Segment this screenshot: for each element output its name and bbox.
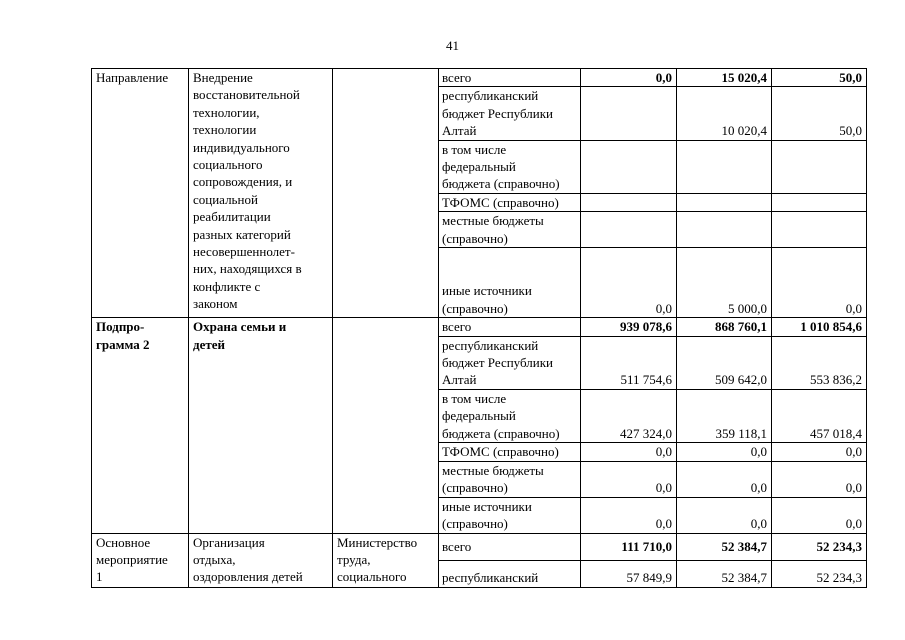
funding-source-line: федеральный [442, 159, 516, 175]
value-v1 [581, 212, 677, 248]
funding-source-line: бюджет Республики [442, 105, 554, 121]
table-row [92, 69, 867, 87]
value-v1 [581, 193, 677, 211]
table-body [92, 69, 867, 588]
funding-source-line: всего [442, 538, 472, 554]
value-v1: 0,0 [581, 248, 677, 318]
value-v2: 0,0 [677, 497, 772, 533]
row-header-direction-line: мероприятие [96, 551, 168, 567]
value-v3: 0,0 [772, 461, 867, 497]
value-v3: 553 836,2 [772, 336, 867, 389]
value-v2: 509 642,0 [677, 336, 772, 389]
value-v2: 52 384,7 [677, 533, 772, 560]
value-v3 [772, 140, 867, 193]
funding-source-line: бюджет Республики [442, 355, 554, 371]
row-header-name-line: социального [193, 157, 263, 173]
row-header-executor [333, 318, 439, 533]
row-header-name-line: них, находящихся в [193, 261, 302, 277]
funding-source [439, 461, 581, 497]
value-v1: 0,0 [581, 69, 677, 87]
row-header-executor-line: Министерство [337, 534, 418, 550]
funding-source [439, 443, 581, 461]
table-row [92, 318, 867, 336]
value-v1: 939 078,6 [581, 318, 677, 336]
row-header-direction-line: грамма 2 [96, 336, 150, 352]
funding-source-line: (справочно) [442, 230, 508, 246]
value-v3 [772, 212, 867, 248]
funding-source [439, 140, 581, 193]
value-v2 [677, 193, 772, 211]
row-header-name-line: технологии [193, 122, 257, 138]
funding-source-line: Алтай [442, 123, 477, 139]
row-header-direction: Направление [92, 69, 189, 318]
funding-source-line: всего [442, 319, 472, 335]
row-header-name-line: Организация [193, 534, 265, 550]
row-header-name-line: технологии, [193, 104, 260, 120]
funding-source-line: республиканский [442, 337, 539, 353]
row-header-name-line: конфликте с [193, 278, 261, 294]
row-header-name-line: социальной [193, 191, 258, 207]
funding-source [439, 389, 581, 442]
funding-source-line: бюджета (справочно) [442, 425, 560, 441]
page-number: 41 [446, 38, 459, 53]
row-header-name [189, 69, 333, 318]
row-header-name [189, 318, 333, 533]
row-header-name-line: реабилитации [193, 209, 271, 225]
row-header-name-line: детей [193, 336, 225, 352]
row-header-name-line: несовершеннолет- [193, 244, 295, 260]
row-header-name [189, 533, 333, 587]
row-header-executor [333, 533, 439, 587]
funding-source-line: республиканский [442, 570, 539, 586]
value-v2 [677, 140, 772, 193]
value-v3: 1 010 854,6 [772, 318, 867, 336]
value-v3: 52 234,3 [772, 560, 867, 587]
funding-source [439, 69, 581, 87]
funding-source-line: ТФОМС (справочно) [442, 444, 559, 460]
value-v1: 57 849,9 [581, 560, 677, 587]
value-v3: 52 234,3 [772, 533, 867, 560]
funding-source [439, 336, 581, 389]
funding-source-line: иные источники [442, 498, 532, 514]
funding-source-line: в том числе [442, 390, 507, 406]
funding-source-line: иные источники [442, 283, 532, 299]
funding-source-line: Алтай [442, 372, 477, 388]
row-header-name-line: законом [193, 296, 238, 312]
row-header-executor-line: социального [337, 569, 407, 585]
funding-source [439, 318, 581, 336]
row-header-name-line: индивидуального [193, 139, 290, 155]
funding-source [439, 212, 581, 248]
funding-source [439, 533, 581, 560]
row-header-direction [92, 533, 189, 587]
funding-source-line: местные бюджеты [442, 462, 544, 478]
row-header-executor-line: труда, [337, 551, 371, 567]
value-v3: 0,0 [772, 497, 867, 533]
funding-source [439, 87, 581, 140]
funding-source-line: бюджета (справочно) [442, 176, 560, 192]
funding-source-line: (справочно) [442, 479, 508, 495]
value-v3: 0,0 [772, 443, 867, 461]
funding-source [439, 497, 581, 533]
value-v3: 0,0 [772, 248, 867, 318]
value-v3: 50,0 [772, 87, 867, 140]
value-v2: 15 020,4 [677, 69, 772, 87]
funding-source-line: (справочно) [442, 515, 508, 531]
value-v1: 427 324,0 [581, 389, 677, 442]
value-v1 [581, 140, 677, 193]
value-v3: 457 018,4 [772, 389, 867, 442]
row-header-direction-line: Основное [96, 534, 151, 550]
value-v2: 0,0 [677, 443, 772, 461]
funding-source-line: всего [442, 70, 472, 85]
value-v1: 111 710,0 [581, 533, 677, 560]
row-header-name-line: Внедрение [193, 70, 253, 85]
row-header-name-line: отдыха, [193, 551, 236, 567]
value-v3: 50,0 [772, 69, 867, 87]
funding-source [439, 560, 581, 587]
funding-source-line: республиканский [442, 88, 539, 104]
row-header-name-line: разных категорий [193, 226, 291, 242]
funding-source-line: федеральный [442, 408, 516, 424]
value-v1: 0,0 [581, 461, 677, 497]
row-header-direction [92, 318, 189, 533]
value-v1: 0,0 [581, 443, 677, 461]
row-header-name-line: восстановительной [193, 87, 300, 103]
row-header-name-line: сопровождения, и [193, 174, 293, 190]
funding-source-line: (справочно) [442, 300, 508, 316]
value-v1 [581, 87, 677, 140]
value-v2: 359 118,1 [677, 389, 772, 442]
value-v1: 511 754,6 [581, 336, 677, 389]
row-header-direction-line: 1 [96, 569, 103, 585]
budget-table [91, 68, 867, 588]
value-v2: 52 384,7 [677, 560, 772, 587]
row-header-name-line: оздоровления детей [193, 569, 303, 585]
row-header-executor [333, 69, 439, 318]
row-header-name-line: Охрана семьи и [193, 319, 287, 335]
value-v2 [677, 212, 772, 248]
funding-source [439, 193, 581, 211]
funding-source-line: ТФОМС (справочно) [442, 194, 559, 210]
table-row [92, 533, 867, 560]
value-v1: 0,0 [581, 497, 677, 533]
funding-source-line: в том числе [442, 141, 507, 157]
value-v2: 5 000,0 [677, 248, 772, 318]
value-v2: 868 760,1 [677, 318, 772, 336]
value-v3 [772, 193, 867, 211]
row-header-direction-line: Подпро- [96, 319, 145, 335]
funding-source-line: местные бюджеты [442, 213, 544, 229]
funding-source [439, 248, 581, 318]
value-v2: 0,0 [677, 461, 772, 497]
value-v2: 10 020,4 [677, 87, 772, 140]
